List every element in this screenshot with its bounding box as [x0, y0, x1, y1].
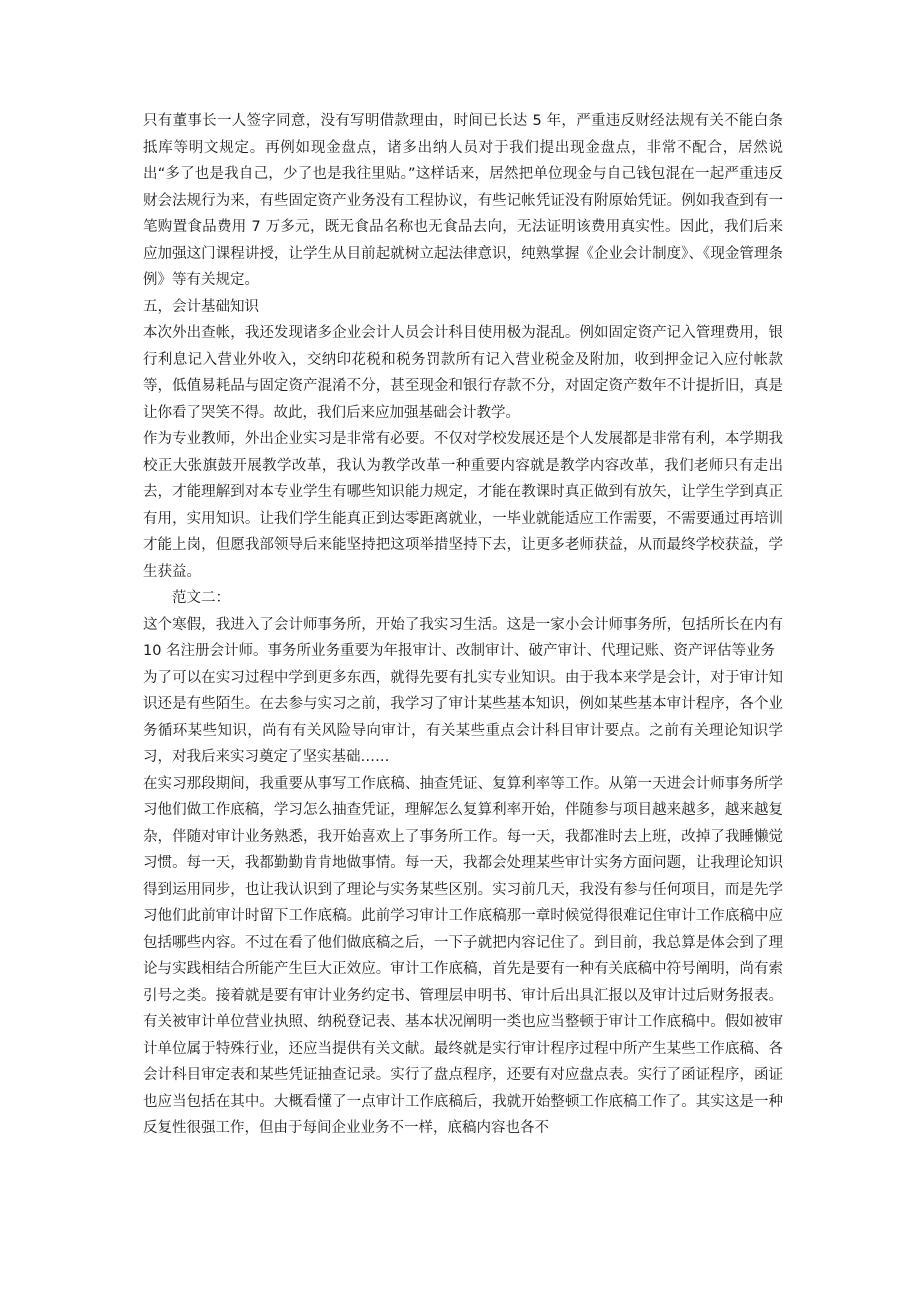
section-heading-accounting-basics: 五，会计基础知识	[143, 298, 259, 315]
paragraph-teacher-internship: 作为专业教师，外出企业实习是非常有必要。不仅对学校发展还是个人发展都是非常有利，本学期我校正大张旗鼓开展教学改革，我认为教学改革一种重要内容就是教学内容改革，我们老师只有走出去，才能理解到对本专业学生有哪些知识能力规定，才能在教课时真正做到有放矢，让学生学到真正有用，实用知识。让我们学生能真正到达零距离就业，一毕业就能适应工作需要，不需要通过再培训才能上岗，但愿我部领导后来能坚持把这项举措坚持下去，让更多老师获益，从而最终学校获益，学生获益。	[143, 431, 783, 580]
paragraph-account-misuse: 本次外出查帐，我还发现诸多企业会计人员会计科目使用极为混乱。例如固定资产记入管理费用，银行利息记入营业外收入，交纳印花税和税务罚款所有记入营业税金及附加，收到押金记入应付帐款等，低值易耗品与固定资产混淆不分，甚至现金和银行存款不分，对固定资产数年不计提折旧，真是让你看了哭笑不得。故此，我们后来应加强基础会计教学。	[143, 325, 783, 421]
paragraph-cash-violations: 只有董事长一人签字同意，没有写明借款理由，时间已长达 5 年，严重违反财经法规有关不能白条抵库等明文规定。再例如现金盘点，诸多出纳人员对于我们提出现金盘点，非常不配合，居然说出“多了也是我自己，少了也是我往里贴。”这样话来，居然把单位现金与自己钱包混在一起严重违反财会法规行为来，有些固定资产业务没有工程协议，有些记帐凭证没有附原始凭证。例如我查到有一笔购置食品费用 7 万多元，既无食品名称也无食品去向，无法证明该费用真实性。因此，我们后来应加强这门课程讲授，让学生从目前起就树立起法律意识，纯熟掌握《企业会计制度》、《现金管理条例》等有关规定。	[143, 113, 783, 288]
paragraph-winter-break: 这个寒假，我进入了会计师事务所，开始了我实习生活。这是一家小会计师事务所，包括所长在内有 10 名注册会计师。事务所业务重要为年报审计、改制审计、破产审计、代理记账、资产评估等业务	[143, 616, 783, 659]
paragraph-audit-preparation: 为了可以在实习过程中学到更多东西，就得先要有扎实专业知识。由于我本来学是会计，对于审计知识还是有些陌生。在去参与实习之前，我学习了审计某些基本知识，例如某些基本审计程序，各个业务循环某些知识，尚有有关风险导向审计，有关某些重点会计科目审计要点。之前有关理论知识学习，对我后来实习奠定了坚实基础……	[143, 669, 783, 765]
paragraph-internship-work: 在实习那段期间，我重要从事写工作底稿、抽查凭证、复算利率等工作。从第一天进会计师事务所学习他们做工作底稿，学习怎么抽查凭证，理解怎么复算利率开始，伴随参与项目越来越多，越来越复杂，伴随对审计业务熟悉，我开始喜欢上了事务所工作。每一天，我都准时去上班，改掉了我睡懒觉习惯。每一天，我都勤勤肯肯地做事情。每一天，我都会处理某些审计实务方面问题，让我理论知识得到运用同步，也让我认识到了理论与实务某些区别。实习前几天，我没有参与任何项目，而是先学习他们此前审计时留下工作底稿。此前学习审计工作底稿那一章时候觉得很难记住审计工作底稿中应包括哪些内容。不过在看了他们做底稿之后，一下子就把内容记住了。到目前，我总算是体会到了理论与实践相结合所能产生巨大正效应。审计工作底稿，首先是要有一种有关底稿中符号阐明，尚有索引号之类。接着就是要有审计业务约定书、管理层申明书、审计后出具汇报以及审计过后财务报表。有关被审计单位营业执照、纳税登记表、基本状况阐明一类也应当整顿于审计工作底稿中。假如被审计单位属于特殊行业，还应当提供有关文献。最终就是实行审计程序过程中所产生某些工作底稿、各会计科目审定表和某些凭证抽查记录。实行了盘点程序，还要有对应盘点表。实行了函证程序，函证也应当包括在其中。大概看懂了一点审计工作底稿后，我就开始整顿工作底稿工作了。其实这是一种反复性很强工作，但由于每间企业业务不一样，底稿内容也各不	[143, 775, 783, 1136]
sample-two-heading: 范文二：	[172, 590, 230, 606]
document-body	[143, 108, 783, 1142]
